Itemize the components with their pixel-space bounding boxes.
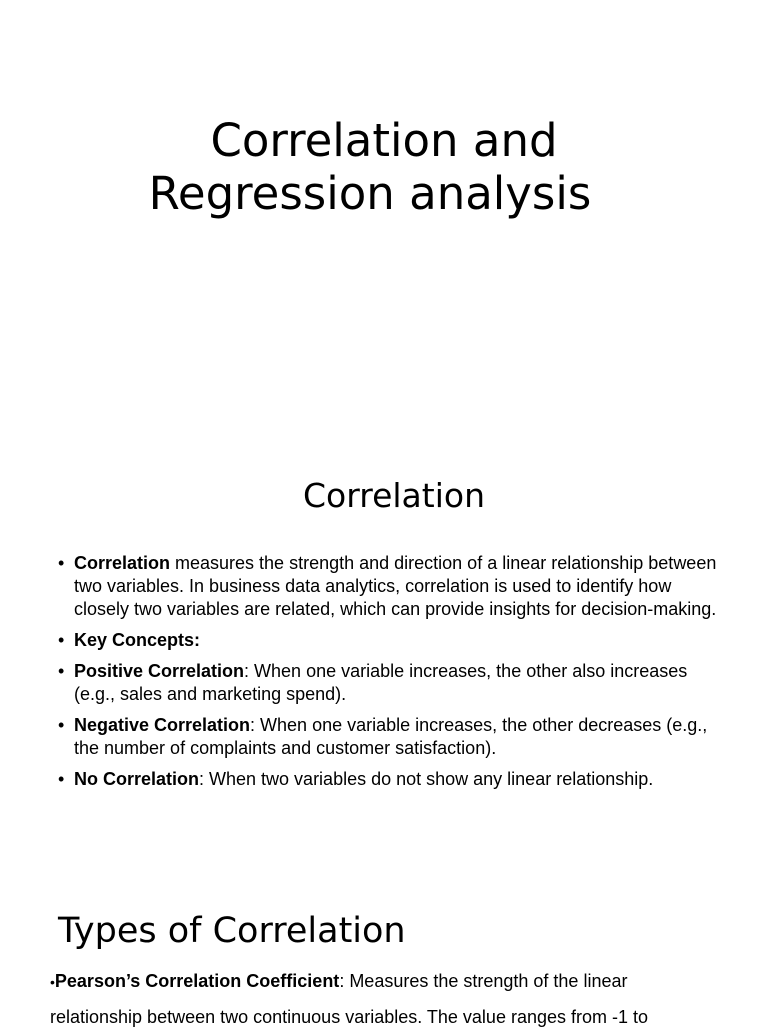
bullet-bold: Correlation bbox=[74, 553, 171, 573]
bullet-text: : When one variable increases, the other decreases (e.g., the number of complaints and customer satisfaction). bbox=[74, 715, 708, 758]
bullet-item bbox=[58, 768, 718, 791]
bullet-icon: • bbox=[58, 630, 65, 650]
bullet-item bbox=[58, 629, 718, 652]
title-line-1: Correlation and bbox=[210, 114, 558, 167]
bullet-icon: • bbox=[58, 715, 65, 735]
bullet-bold: Positive Correlation bbox=[74, 661, 245, 681]
bullet-icon: • bbox=[58, 553, 65, 573]
bullet-text: : When one variable increases, the other also increases (e.g., sales and marketing spend). bbox=[74, 661, 688, 704]
slide-heading: Types of Correlation bbox=[58, 911, 406, 951]
slide-correlation bbox=[0, 440, 768, 860]
slide-heading: Correlation bbox=[303, 476, 485, 515]
bullet-item bbox=[58, 660, 718, 706]
bullet-icon: • bbox=[58, 661, 65, 681]
bullet-bold: Pearson’s Correlation Coefficient bbox=[54, 971, 340, 991]
slide-title bbox=[0, 0, 768, 440]
bullet-paragraph bbox=[50, 964, 700, 1035]
bullet-bold: Negative Correlation bbox=[74, 715, 251, 735]
bullet-text: : When two variables do not show any linear relationship. bbox=[199, 769, 654, 789]
slide-types-of-correlation bbox=[0, 880, 768, 1027]
bullet-bold: No Correlation bbox=[74, 769, 200, 789]
bullet-icon: • bbox=[50, 974, 55, 990]
bullet-list bbox=[58, 552, 718, 799]
bullet-text: measures the strength and direction of a linear relationship between two variables. In business data analytics, correlation is used to identify how closely two variables are related, which can provide insights for decision-making. bbox=[74, 553, 717, 619]
bullet-item bbox=[58, 552, 718, 621]
bullet-text: : Measures the strength of the linear relationship between two continuous variables. The value ranges from -1 to bbox=[50, 971, 649, 1027]
presentation-title bbox=[0, 114, 768, 220]
bullet-bold: Key Concepts: bbox=[74, 630, 201, 650]
bullet-icon: • bbox=[58, 769, 65, 789]
title-line-2: Regression analysis bbox=[148, 167, 592, 220]
bullet-item bbox=[58, 714, 718, 760]
